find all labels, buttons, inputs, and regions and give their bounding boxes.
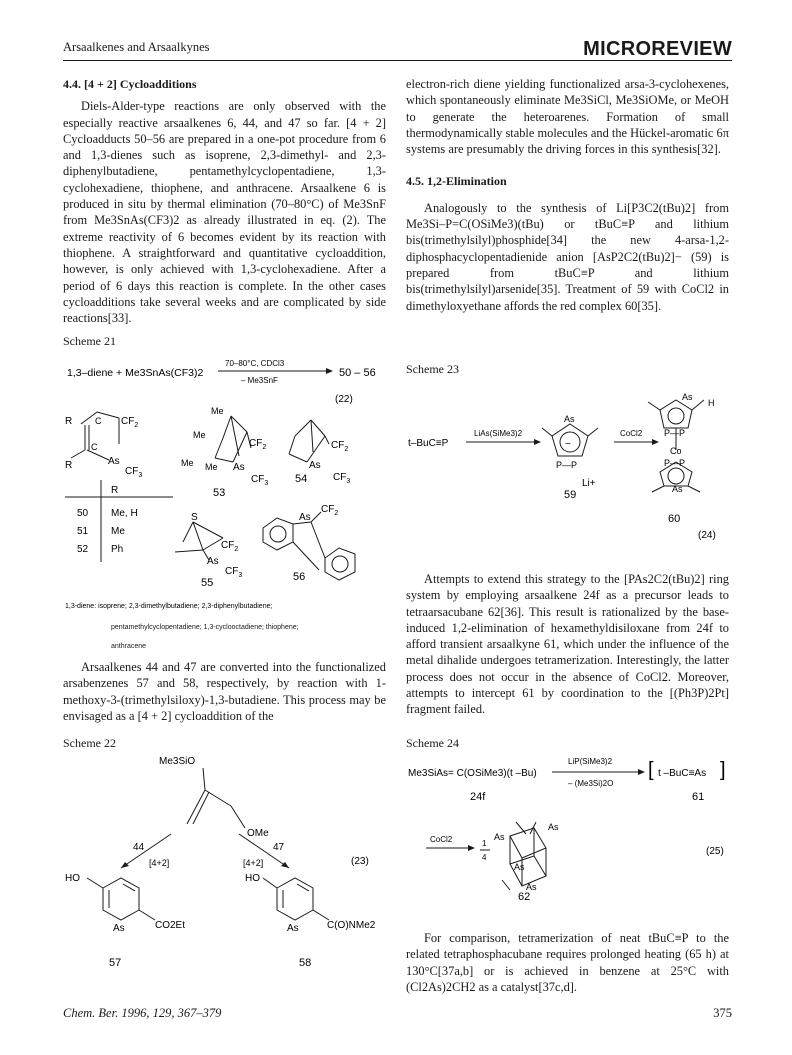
scheme-21-graphic bbox=[63, 352, 393, 627]
scheme23-equation-number: (24) bbox=[698, 530, 716, 541]
svg-text:Me: Me bbox=[205, 462, 218, 472]
header-rule bbox=[63, 60, 732, 61]
svg-text:CF3: $CF_3$ bbox=[251, 474, 269, 487]
scheme22-right-condition: [4+2] bbox=[243, 858, 264, 868]
svg-text:4: 4 bbox=[482, 853, 487, 862]
scheme22-reagent-ome: OMe bbox=[247, 828, 269, 839]
svg-text:CF2: $CF_2$ bbox=[121, 416, 139, 429]
compound-label: 62 bbox=[518, 891, 531, 900]
scheme21-table-header: R bbox=[111, 485, 119, 496]
scheme23-reagent1: LiAs(SiMe3)2 bbox=[474, 429, 523, 438]
scheme21-diene-note-line2: pentamethylcyclopentadiene; 1,3-cyclooctadiene; thiophene; bbox=[111, 624, 299, 631]
structure-57 bbox=[87, 878, 155, 920]
svg-text:Me: Me bbox=[211, 406, 224, 416]
structure-53 bbox=[215, 416, 251, 462]
svg-text:[: [ bbox=[648, 759, 654, 781]
page-number: 375 bbox=[713, 1006, 732, 1020]
scheme24-cocl2: CoCl2 bbox=[430, 835, 453, 844]
paragraph-diels-alder: Diels-Alder-type reactions are only observed with the especially reactive arsaalkenes 6, 44, and 47 so far. [4 + 2] Cycloadducts 50–56 are prepared in a one-pot procedure from 6 and 1,3-dienes such as isoprene, 2,3-dimethyl- and 2,3-diphenylbutadiene, pentamethylcyclopentadiene, 1,3-cyclohexadiene, thiophene, and anthracene. Arsaalkene 6 is produced in situ by thermal elimination (70–80°C) of Me3SnF from Me3SnAs(CF3)2 as already illustrated in eq. (2). The extreme reactivity of 6 becomes evident by its reaction with thiophene. A straightforward and quantitative cycloaddition, however, is only achieved with 1,3-cyclohexadiene. After a period of 6 days this reaction is complete. In the other cases cycloadditions take several weeks and are complicated by side reactions[33]. bbox=[63, 99, 386, 326]
scheme21-condition-top: 70–80°C, CDCl3 bbox=[225, 359, 285, 368]
scheme-21-label: Scheme 21 bbox=[63, 334, 116, 348]
svg-text:HO: HO bbox=[65, 873, 80, 884]
compound-label: 24f bbox=[470, 791, 486, 803]
scheme21-row-r: Me, H bbox=[111, 508, 138, 519]
scheme21-row-r: Me bbox=[111, 526, 125, 537]
svg-text:As: As bbox=[682, 392, 693, 402]
compound-label: 58 bbox=[299, 957, 312, 969]
scheme21-equation-number: (22) bbox=[335, 394, 353, 405]
section-label: MICROREVIEW bbox=[583, 38, 732, 60]
svg-text:S: S bbox=[191, 512, 198, 523]
scheme-23-graphic bbox=[406, 380, 736, 550]
right-column-middle bbox=[406, 571, 729, 718]
scheme21-equation-left: 1,3–diene + Me3SnAs(CF3)2 bbox=[67, 367, 204, 379]
section-4-4-title: 4.4. [4 + 2] Cycloadditions bbox=[63, 77, 197, 91]
left-column bbox=[63, 76, 386, 326]
compound-label: 56 bbox=[293, 571, 306, 583]
scheme22-left-reagent: 44 bbox=[133, 842, 145, 853]
svg-text:As: As bbox=[564, 414, 575, 424]
journal-citation: Chem. Ber. 1996, 129, 367–379 bbox=[63, 1006, 222, 1020]
right-column bbox=[406, 76, 729, 314]
svg-text:Me: Me bbox=[193, 430, 206, 440]
svg-text:]: ] bbox=[720, 759, 726, 781]
scheme21-row-no: 51 bbox=[77, 526, 89, 537]
svg-text:As: As bbox=[233, 462, 245, 473]
compound-label: 55 bbox=[201, 577, 214, 589]
svg-text:As: As bbox=[526, 882, 537, 892]
scheme24-reactant: Me3SiAs= C(OSiMe3)(t –Bu) bbox=[408, 768, 537, 779]
structure-58 bbox=[263, 878, 329, 920]
scheme24-equation-number: (25) bbox=[706, 846, 724, 857]
svg-text:P—P: P—P bbox=[556, 460, 578, 470]
scheme22-product2-substituent: C(O)NMe2 bbox=[327, 920, 376, 931]
svg-text:CF2: $CF_2$ bbox=[321, 504, 339, 517]
paragraph-arsabenzenes: Arsaalkenes 44 and 47 are converted into the functionalized arsabenzenes 57 and 58, respectively, by reaction with 1-methoxy-3-(trimethylsiloxy)-1,3-butadiene. This process may be envisaged as a [4 + 2] cycloaddition of the bbox=[63, 660, 386, 723]
scheme21-equation-right: 50 – 56 bbox=[339, 367, 376, 379]
svg-text:Co: Co bbox=[670, 446, 682, 456]
compound-label: 53 bbox=[213, 487, 226, 499]
left-column-bottom bbox=[63, 659, 386, 724]
scheme22-left-condition: [4+2] bbox=[149, 858, 170, 868]
right-column-bottom bbox=[406, 930, 729, 995]
scheme22-equation-number: (23) bbox=[351, 856, 369, 867]
paragraph-heteroarenes: electron-rich diene yielding functionalized arsa-3-cyclohexenes, which spontaneously eliminate Me3SiCl, Me3SiOMe, or MeOH to generate the heteroarenes. Formation of small thermodynamically stable molecules and the Hückel-aromatic 6π systems are presumably the driving forces in this synthesis[32]. bbox=[406, 77, 729, 157]
scheme21-row-r: Ph bbox=[111, 544, 124, 555]
compound-label: 61 bbox=[692, 791, 705, 803]
svg-text:C: C bbox=[95, 416, 102, 426]
svg-text:H: H bbox=[708, 398, 715, 408]
svg-text:As: As bbox=[494, 832, 505, 842]
svg-text:As: As bbox=[548, 822, 559, 832]
scheme21-row-no: 50 bbox=[77, 508, 89, 519]
section-4-5-title: 4.5. 1,2-Elimination bbox=[406, 174, 507, 189]
compound-label: 54 bbox=[295, 473, 308, 485]
scheme-24-graphic bbox=[406, 752, 736, 900]
scheme24-product: t –BuC≡As bbox=[658, 768, 707, 779]
svg-text:As: As bbox=[514, 862, 525, 872]
svg-text:R: R bbox=[65, 460, 73, 471]
structure-55 bbox=[175, 522, 223, 560]
svg-text:As: As bbox=[309, 460, 321, 471]
compound-label: 59 bbox=[564, 489, 577, 501]
running-title: Arsaalkenes and Arsaalkynes bbox=[63, 40, 210, 54]
svg-text:R: R bbox=[65, 416, 73, 427]
scheme21-row-no: 52 bbox=[77, 544, 89, 555]
svg-text:As: As bbox=[299, 512, 311, 523]
scheme22-product1-substituent: CO2Et bbox=[155, 920, 186, 931]
scheme24-reagent-bottom: – (Me3Si)2O bbox=[568, 779, 614, 788]
svg-text:CF3: $CF_3$ bbox=[125, 466, 143, 479]
svg-text:P—P: P—P bbox=[664, 458, 686, 468]
scheme24-reagent-top: LiP(SiMe3)2 bbox=[568, 757, 613, 766]
paragraph-comparison: For comparison, tetramerization of neat tBuC≡P to the related tetraphosphacubane requires prolonged heating (65 h) at 130°C[37a,b] or is achieved in benzene at 25°C with (Cl2As)2CH2 as a catalyst[37c,d]. bbox=[406, 931, 729, 994]
scheme22-right-reagent: 47 bbox=[273, 842, 285, 853]
compound-label: 57 bbox=[109, 957, 122, 969]
svg-text:CF3: $CF_3$ bbox=[225, 566, 243, 579]
svg-text:As: As bbox=[108, 456, 120, 467]
svg-text:−: − bbox=[565, 439, 571, 450]
scheme21-arrowhead bbox=[326, 368, 333, 374]
svg-text:P—P: P—P bbox=[664, 428, 686, 438]
scheme21-diene-note: 1,3-diene: isoprene; 2,3-dimethylbutadiene; 2,3-diphenylbutadiene; bbox=[65, 603, 273, 610]
scheme21-condition-bottom: – Me3SnF bbox=[241, 376, 278, 385]
svg-text:As: As bbox=[287, 923, 299, 934]
svg-text:HO: HO bbox=[245, 873, 260, 884]
svg-text:1: 1 bbox=[482, 839, 487, 848]
scheme-24-label: Scheme 24 bbox=[406, 736, 459, 750]
structure-62-cubane bbox=[502, 822, 546, 890]
scheme22-reagent-top: Me3SiO bbox=[159, 756, 196, 767]
paragraph-tetraarsacubane: Attempts to extend this strategy to the [PAs2C2(tBu)2] ring system by employing arsaalkene 24f as a precursor leads to tetraarsacubane 62[36]. This result is rationalized by the base-induced 1,2-elimination of hexamethyldisiloxane from 24f to afford transient arsaalkyne 61, which under the influence of the metal dihalide undergoes tetramerization. Interestingly, the latter process does not occur in the absence of CoCl2. Moreover, attempts to intercept 61 by coordination to the [(Ph3P)2Pt] fragment failed. bbox=[406, 572, 729, 717]
structure-diene bbox=[187, 768, 245, 828]
scheme-22-label: Scheme 22 bbox=[63, 736, 116, 750]
scheme21-diene-note-line3: anthracene bbox=[111, 643, 147, 650]
scheme-22-graphic bbox=[63, 750, 393, 985]
paragraph-elimination: Analogously to the synthesis of Li[P3C2(tBu)2] from Me3Si–P=C(OSiMe3)(tBu) or tBuC≡P and lithium bis(trimethylsilyl)phosphide[34] the new 4-arsa-1,2-diphosphacyclopentadienide anion [AsP2C2(tBu)2]− (59) is prepared from tBuC≡P and lithium bis(trimethylsilyl)arsenide[35]. Treatment of 59 with CoCl2 in dimethyloxyethane affords the red complex 60[35]. bbox=[406, 200, 729, 313]
compound-label: 60 bbox=[668, 513, 681, 525]
svg-text:CF2: $CF_2$ bbox=[221, 540, 239, 553]
scheme-23-label: Scheme 23 bbox=[406, 362, 459, 376]
svg-text:C: C bbox=[91, 442, 98, 452]
svg-text:As: As bbox=[113, 923, 125, 934]
scheme23-lithium: Li+ bbox=[582, 478, 596, 489]
svg-text:CF2: $CF_2$ bbox=[331, 440, 349, 453]
svg-text:CF3: $CF_3$ bbox=[333, 472, 351, 485]
scheme23-start: t–BuC≡P bbox=[408, 438, 449, 449]
svg-text:Me: Me bbox=[181, 458, 194, 468]
svg-text:CF2: $CF_2$ bbox=[249, 438, 267, 451]
svg-text:As: As bbox=[672, 484, 683, 494]
structure-54 bbox=[289, 420, 329, 462]
scheme23-reagent2: CoCl2 bbox=[620, 429, 643, 438]
svg-text:As: As bbox=[207, 556, 219, 567]
